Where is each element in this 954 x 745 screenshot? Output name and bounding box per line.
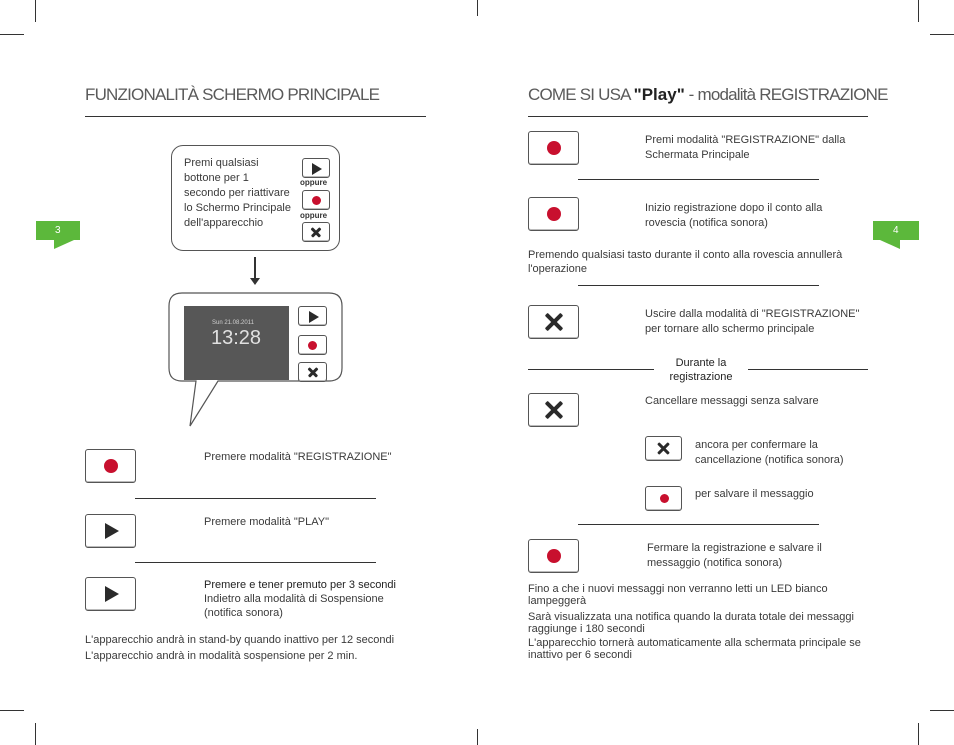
page-number: 3 xyxy=(55,225,61,236)
bubble-text: Premi qualsiasi bottone per 1 secondo per riattivare lo Schermo Principale dell'apparecchio xyxy=(184,157,291,229)
crop-mark xyxy=(0,34,24,35)
hold-text: Premere e tener premuto per 3 secondi Indietro alla modalità di Sospensione (notifica sonora) xyxy=(204,579,396,619)
step-text: Cancellare messaggi senza salvare xyxy=(645,395,819,407)
footer-text: L'apparecchio andrà in stand-by quando inattivo per 12 secondi L'apparecchio andrà in modalità sospensione per 2 min. xyxy=(85,634,395,662)
page-number-tab xyxy=(873,221,919,240)
play-button[interactable] xyxy=(85,514,136,548)
record-icon xyxy=(547,141,561,155)
divider xyxy=(135,562,376,563)
footer-text: Fino a che i nuovi messaggi non verranno letti un LED bianco lampeggerà xyxy=(528,583,828,607)
record-button[interactable] xyxy=(298,335,327,355)
play-icon xyxy=(105,523,119,539)
divider xyxy=(748,369,868,370)
close-icon xyxy=(303,223,329,241)
or-label: oppure xyxy=(300,211,328,220)
cancel-button[interactable] xyxy=(528,393,579,427)
page-tab-pointer xyxy=(54,240,74,249)
divider xyxy=(578,179,819,180)
record-icon xyxy=(547,207,561,221)
page-number: 4 xyxy=(893,225,899,236)
record-icon xyxy=(312,196,321,205)
cancel-button[interactable] xyxy=(645,436,682,461)
step-text: ancora per confermare la cancellazione (notifica sonora) xyxy=(695,439,844,466)
divider xyxy=(578,285,819,286)
crop-mark xyxy=(918,0,919,22)
or-label: oppure xyxy=(300,178,328,187)
record-button[interactable] xyxy=(528,197,579,231)
page-title: COME SI USA "Play" - modalità REGISTRAZIONE xyxy=(528,85,888,104)
crop-mark xyxy=(35,0,36,22)
step-text: Inizio registrazione dopo il conto alla rovescia (notifica sonora) xyxy=(645,202,823,229)
cancel-button[interactable] xyxy=(302,222,330,242)
record-icon xyxy=(308,341,317,350)
record-button[interactable] xyxy=(302,190,330,210)
title-rule xyxy=(85,116,426,117)
cancel-button[interactable] xyxy=(528,305,579,339)
page-title: FUNZIONALITÀ SCHERMO PRINCIPALE xyxy=(85,85,380,104)
divider xyxy=(135,498,376,499)
record-button[interactable] xyxy=(645,486,682,511)
footer-text: Sarà visualizzata una notifica quando la durata totale dei messaggi raggiunge i 180 secondi xyxy=(528,611,854,635)
wake-bubble xyxy=(171,145,340,251)
cancel-button[interactable] xyxy=(298,362,327,382)
arrow-head xyxy=(250,278,260,285)
record-icon xyxy=(547,549,561,563)
step-text: Premi modalità "REGISTRAZIONE" dalla Schermata Principale xyxy=(645,134,846,161)
play-icon xyxy=(105,586,119,602)
play-mode-text: Premere modalità "PLAY" xyxy=(204,516,329,528)
play-icon xyxy=(309,311,319,323)
page-tab-pointer xyxy=(880,240,900,249)
crop-mark xyxy=(930,710,954,711)
title-rule xyxy=(528,116,868,117)
close-icon xyxy=(529,306,578,338)
record-icon xyxy=(104,459,118,473)
section-label: Durante la registrazione xyxy=(669,357,733,383)
crop-mark xyxy=(918,723,919,745)
step-text: Fermare la registrazione e salvare il messaggio (notifica sonora) xyxy=(647,542,822,569)
close-icon xyxy=(299,363,326,381)
note-text: Premendo qualsiasi tasto durante il conto alla rovescia annullerà l'operazione xyxy=(528,249,843,275)
play-button[interactable] xyxy=(85,577,136,611)
crop-mark xyxy=(477,729,478,745)
record-mode-text: Premere modalità "REGISTRAZIONE" xyxy=(204,451,392,463)
record-icon xyxy=(660,494,669,503)
footer-text: L'apparecchio tornerà automaticamente alla schermata principale se inattivo per 6 secondi xyxy=(528,637,861,661)
play-button[interactable] xyxy=(302,158,330,178)
crop-mark xyxy=(35,723,36,745)
crop-mark xyxy=(477,0,478,16)
play-icon xyxy=(312,163,322,175)
step-text: Uscire dalla modalità di "REGISTRAZIONE" per tornare allo schermo principale xyxy=(645,308,860,335)
step-text: per salvare il messaggio xyxy=(695,488,814,500)
hold-title: Premere e tener premuto per 3 secondi xyxy=(204,579,396,591)
screen-date: Sun 21.08.2011 xyxy=(212,320,254,326)
crop-mark xyxy=(0,710,24,711)
record-button[interactable] xyxy=(528,539,579,573)
close-icon xyxy=(529,394,578,426)
page-number-tab xyxy=(36,221,80,240)
record-button[interactable] xyxy=(85,449,136,483)
play-button[interactable] xyxy=(298,306,327,326)
divider xyxy=(528,369,654,370)
crop-mark xyxy=(930,34,954,35)
close-icon xyxy=(646,437,681,460)
divider xyxy=(578,524,819,525)
arrow-down-icon xyxy=(254,257,256,279)
device-screen xyxy=(184,306,289,380)
screen-time: 13:28 xyxy=(211,327,262,349)
record-button[interactable] xyxy=(528,131,579,165)
